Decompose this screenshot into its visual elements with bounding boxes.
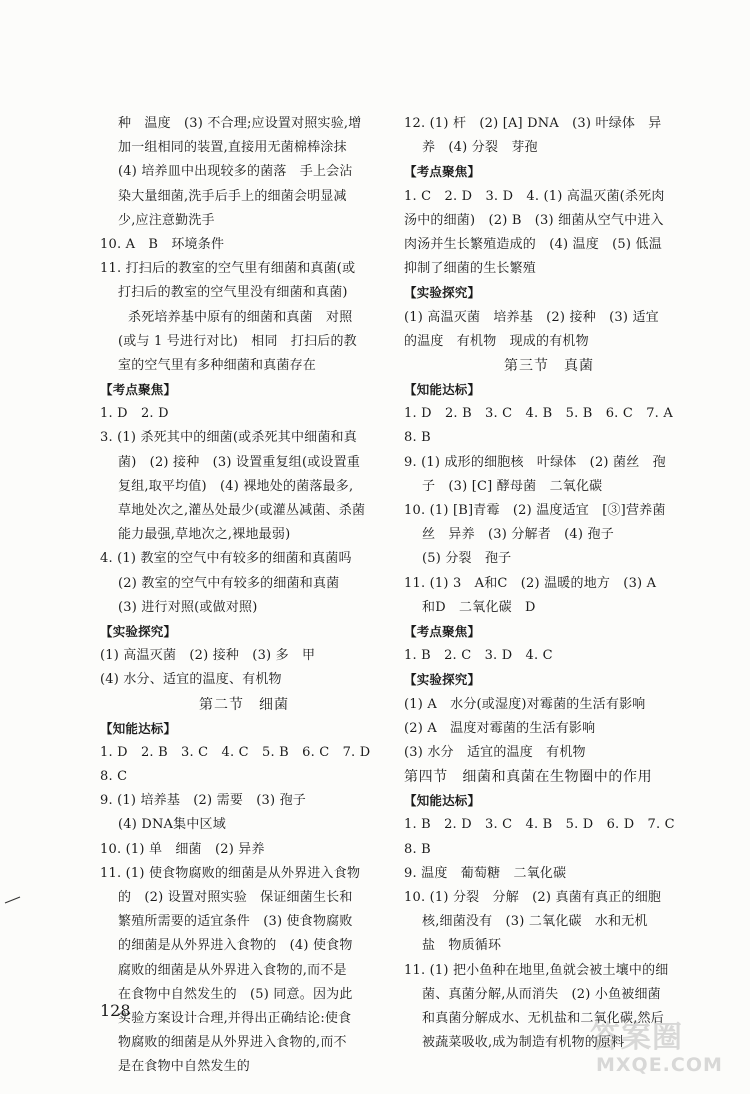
text-line: (5) 分裂 孢子 <box>422 551 512 567</box>
text-line: 的细菌是从外界进入食物的 (4) 使食物 <box>118 938 353 954</box>
text-line: 繁殖所需要的适宜条件 (3) 使食物腐败 <box>118 914 353 930</box>
section-label: 【考点聚焦】 <box>100 382 177 398</box>
text-line: 子 (3) [C] 酵母菌 二氧化碳 <box>422 478 603 494</box>
text-line: (4) 水分、适宜的温度、有机物 <box>100 672 282 688</box>
text-line: 实验方案设计合理,并得出正确结论:使食 <box>118 1010 352 1026</box>
right-column <box>404 112 694 1055</box>
text-line: (1) 高温灭菌 培养基 (2) 接种 (3) 适宜 <box>404 309 659 325</box>
text-line: 11. 打扫后的教室的空气里有细菌和真菌(或 <box>100 261 356 277</box>
text-line: (1) 高温灭菌 (2) 接种 (3) 多 甲 <box>100 648 316 664</box>
section-title: 第四节 细菌和真菌在生物圈中的作用 <box>404 769 653 786</box>
text-line: 10. (1) 分裂 分解 (2) 真菌有真正的细胞 <box>404 890 662 905</box>
text-line: 1. C 2. D 3. D 4. (1) 高温灭菌(杀死肉 <box>404 188 665 204</box>
text-line: 丝 异养 (3) 分解者 (4) 孢子 <box>422 527 614 543</box>
text-line: (3) 水分 适宜的温度 有机物 <box>404 744 586 760</box>
watermark-text: 答案圈 <box>590 1020 683 1055</box>
text-line: 1. D 2. B 3. C 4. B 5. B 6. C 7. A <box>404 406 673 422</box>
text-line: 9. 温度 葡萄糖 二氧化碳 <box>404 865 567 881</box>
watermark-url: MXQE.COM <box>596 1054 723 1076</box>
text-line: 复组,取平均值) (4) 裸地处的菌落最多, <box>118 478 354 494</box>
text-line: 11. (1) 使食物腐败的细菌是从外界进入食物 <box>100 865 361 881</box>
section-label: 【知能达标】 <box>404 382 481 398</box>
text-line: (4) 培养皿中出现较多的菌落 手上会沾 <box>118 164 353 180</box>
text-line: (4) DNA集中区域 <box>118 817 226 833</box>
text-line: 9. (1) 培养基 (2) 需要 (3) 孢子 <box>100 793 306 809</box>
page-number: 128 <box>100 1001 131 1020</box>
text-line: 在食物中自然发生的 (5) 同意。因为此 <box>118 986 353 1002</box>
text-line: 11. (1) 把小鱼种在地里,鱼就会被土壤中的细 <box>404 962 669 978</box>
text-line: 养 (4) 分裂 芽孢 <box>422 140 538 156</box>
text-line: 染大量细菌,洗手后手上的细菌会明显减 <box>118 188 347 204</box>
left-column <box>100 112 388 1080</box>
text-line: 11. (1) 3 A和C (2) 温暖的地方 (3) A <box>404 575 657 591</box>
text-line: 3. (1) 杀死其中的细菌(或杀死其中细菌和真 <box>100 430 357 446</box>
text-line: 打扫后的教室的空气里没有细菌和真菌) <box>118 285 348 301</box>
section-title: 第三节 真菌 <box>504 357 594 374</box>
section-label: 【知能达标】 <box>100 720 177 736</box>
text-line: 种 温度 (3) 不合理;应设置对照实验,增 <box>118 116 362 131</box>
text-line: (2) 教室的空气中有较多的细菌和真菌 <box>118 575 340 591</box>
section-label: 【考点聚焦】 <box>404 623 481 639</box>
text-line: 1. B 2. D 3. C 4. B 5. D 6. D 7. C <box>404 817 675 833</box>
text-line: 的温度 有机物 现成的有机物 <box>404 333 589 349</box>
text-line: 菌、真菌分解,从而消失 (2) 小鱼被细菌 <box>422 986 661 1002</box>
text-line: 核,细菌没有 (3) 二氧化碳 水和无机 <box>422 914 648 930</box>
text-line: 汤中的细菌) (2) B (3) 细菌从空气中进入 <box>404 212 664 228</box>
text-line: 4. (1) 教室的空气中有较多的细菌和真菌吗 <box>100 551 352 567</box>
section-label: 【知能达标】 <box>404 793 481 809</box>
watermark-logo <box>588 1010 728 1080</box>
text-line: 是在食物中自然发生的 <box>118 1059 251 1075</box>
text-line: 少,应注意勤洗手 <box>118 212 215 228</box>
text-line: (3) 进行对照(或做对照) <box>118 599 258 615</box>
text-line: 抑制了细菌的生长繁殖 <box>404 261 537 277</box>
text-line: 9. (1) 成形的细胞核 叶绿体 (2) 菌丝 孢 <box>404 454 666 470</box>
text-line: 12. (1) 杆 (2) [A] DNA (3) 叶绿体 异 <box>404 116 662 131</box>
text-line: 杀死培养基中原有的细菌和真菌 对照 <box>128 309 353 325</box>
text-line: 能力最强,草地次之,裸地最弱) <box>118 527 291 543</box>
text-line: 肉汤并生长繁殖造成的 (4) 温度 (5) 低温 <box>404 236 662 252</box>
text-line: 1. D 2. D <box>100 406 169 422</box>
text-line: 腐败的细菌是从外界进入食物的,而不是 <box>118 962 347 978</box>
text-line: 和D 二氧化碳 D <box>422 599 536 615</box>
section-label: 【实验探究】 <box>404 672 481 688</box>
text-line: (或与 1 号进行对比) 相同 打扫后的教 <box>118 333 357 349</box>
text-line: 8. B <box>404 430 431 446</box>
text-line: 的 (2) 设置对照实验 保证细菌生长和 <box>118 890 353 905</box>
text-line: 10. A B 环境条件 <box>100 236 225 252</box>
text-line: 草地处次之,灌丛处最少(或灌丛减菌、杀菌 <box>118 503 366 518</box>
text-line: 10. (1) [B]青霉 (2) 温度适宜 [③]营养菌 <box>404 503 666 518</box>
text-line: 和真菌分解成水、无机盐和二氧化碳,然后 <box>422 1010 664 1026</box>
text-line: 物腐败的细菌是从外界进入食物的,而不 <box>118 1035 347 1051</box>
section-label: 【考点聚焦】 <box>404 164 481 180</box>
text-line: 8. B <box>404 841 431 857</box>
text-line: 盐 物质循环 <box>422 938 502 954</box>
text-line: 室的空气里有多种细菌和真菌存在 <box>118 357 317 373</box>
text-line: 菌) (2) 接种 (3) 设置重复组(或设置重 <box>118 454 361 470</box>
text-line: 8. C <box>100 769 128 785</box>
text-line: (1) A 水分(或湿度)对霉菌的生活有影响 <box>404 696 646 712</box>
text-line: 10. (1) 单 细菌 (2) 异养 <box>100 841 265 857</box>
section-label: 【实验探究】 <box>404 285 481 301</box>
pen-mark <box>4 890 22 909</box>
text-line: 1. D 2. B 3. C 4. C 5. B 6. C 7. D <box>100 744 371 760</box>
text-line: (2) A 温度对霉菌的生活有影响 <box>404 720 596 736</box>
text-line: 加一组相同的装置,直接用无菌棉棒涂抹 <box>118 140 347 156</box>
text-line: 1. B 2. C 3. D 4. C <box>404 648 553 664</box>
text-line: 被蔬菜吸收,成为制造有机物的原料 <box>422 1035 625 1051</box>
section-label: 【实验探究】 <box>100 623 177 639</box>
section-title: 第二节 细菌 <box>199 696 289 713</box>
